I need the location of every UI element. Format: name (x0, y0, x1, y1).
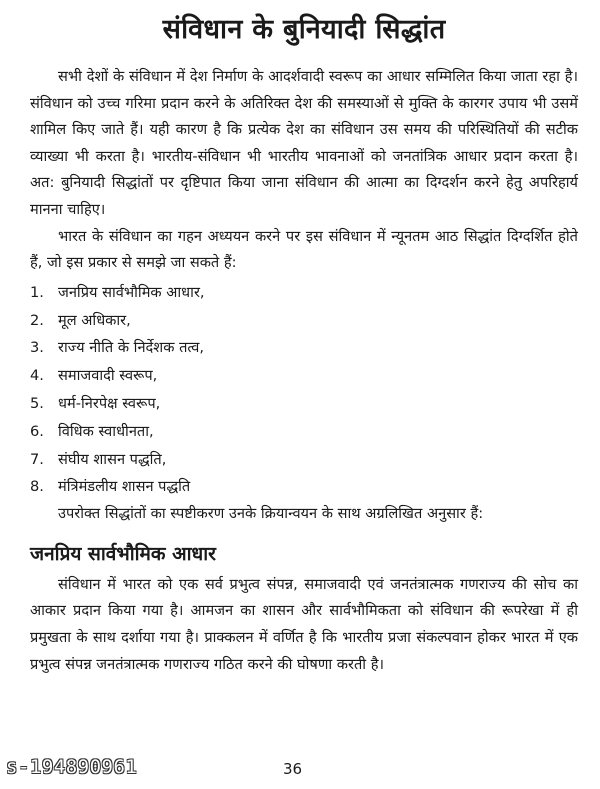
list-number: 1. (30, 283, 44, 301)
id-watermark: s-194890961 (6, 756, 138, 778)
list-item (30, 279, 578, 307)
principles-list (30, 279, 578, 501)
list-text: राज्य नीति के निर्देशक तत्व, (58, 339, 205, 357)
page-number: 36 (283, 760, 303, 778)
page-title: संविधान के बुनियादी सिद्धांत (162, 14, 446, 45)
intro-paragraph: सभी देशों के संविधान में देश निर्माण के आदर्शवादी स्वरूप का आधार सम्मिलित किया जाता रहा है। संविधान को उच्च गरिमा प्रदान करने के अतिरिक्त देश की समस्याओं से मुक्ति के कारगर उपाय भी उसमें शामिल किए जाते हैं। यही कारण है कि प्रत्येक देश का संविधान उस समय की परिस्थितियों की सटीक व्याख्या भी करता है। भारतीय-संविधान भी भारतीय भावनाओं को जनतांत्रिक आधार प्रदान करता है। अत: बुनियादी सिद्धांतों पर दृष्टिपात किया जाना संविधान की आत्मा का दिग्दर्शन करने हेतु अपरिहार्य मानना चाहिए। (30, 68, 578, 218)
list-number: 8. (30, 478, 44, 496)
list-number: 3. (30, 339, 44, 357)
list-item (30, 390, 578, 418)
list-number: 6. (30, 422, 44, 440)
list-item (30, 334, 578, 362)
list-item (30, 446, 578, 474)
list-text: मूल अधिकार, (58, 311, 131, 329)
list-text: धर्म-निरपेक्ष स्वरूप, (58, 394, 161, 412)
section-body-paragraph: संविधान में भारत को एक सर्व प्रभुत्व संपन्न, समाजवादी एवं जनतंत्रात्मक गणराज्य की सोच का आकार प्रदान किया गया है। आमजन का शासन और सार्वभौमिकता को संविधान की रूपरेखा में ही प्रमुखता के साथ दर्शाया गया है। प्राक्कलन में वर्णित है कि भारतीय प्रजा संकल्पवान होकर भारत में एक प्रभुत्व संपन्न जनतंत्रात्मक गणराज्य गठित करने की घोषणा करती है। (30, 575, 578, 673)
list-number: 7. (30, 450, 44, 468)
list-number: 5. (30, 394, 44, 412)
list-number: 4. (30, 367, 44, 385)
list-item (30, 307, 578, 335)
list-text: समाजवादी स्वरूप, (58, 367, 158, 385)
list-item (30, 362, 578, 390)
list-text: जनप्रिय सार्वभौमिक आधार, (58, 283, 205, 301)
study-paragraph: भारत के संविधान का गहन अध्ययन करने पर इस संविधान में न्यूनतम आठ सिद्धांत दिग्दर्शित होते हैं, जो इस प्रकार से समझे जा सकते हैं: (30, 227, 578, 272)
list-item (30, 473, 578, 501)
list-text: विधिक स्वाधीनता, (58, 422, 154, 440)
list-text: संघीय शासन पद्धति, (58, 450, 167, 468)
section-heading: जनप्रिय सार्वभौमिक आधार (30, 542, 216, 565)
list-item (30, 418, 578, 446)
document-page (30, 10, 578, 678)
list-text: मंत्रिमंडलीय शासन पद्धति (58, 478, 191, 496)
after-list-paragraph: उपरोक्त सिद्धांतों का स्पष्टीकरण उनके क्रियान्वयन के साथ अग्रलिखित अनुसार हैं: (58, 505, 484, 523)
list-number: 2. (30, 311, 44, 329)
